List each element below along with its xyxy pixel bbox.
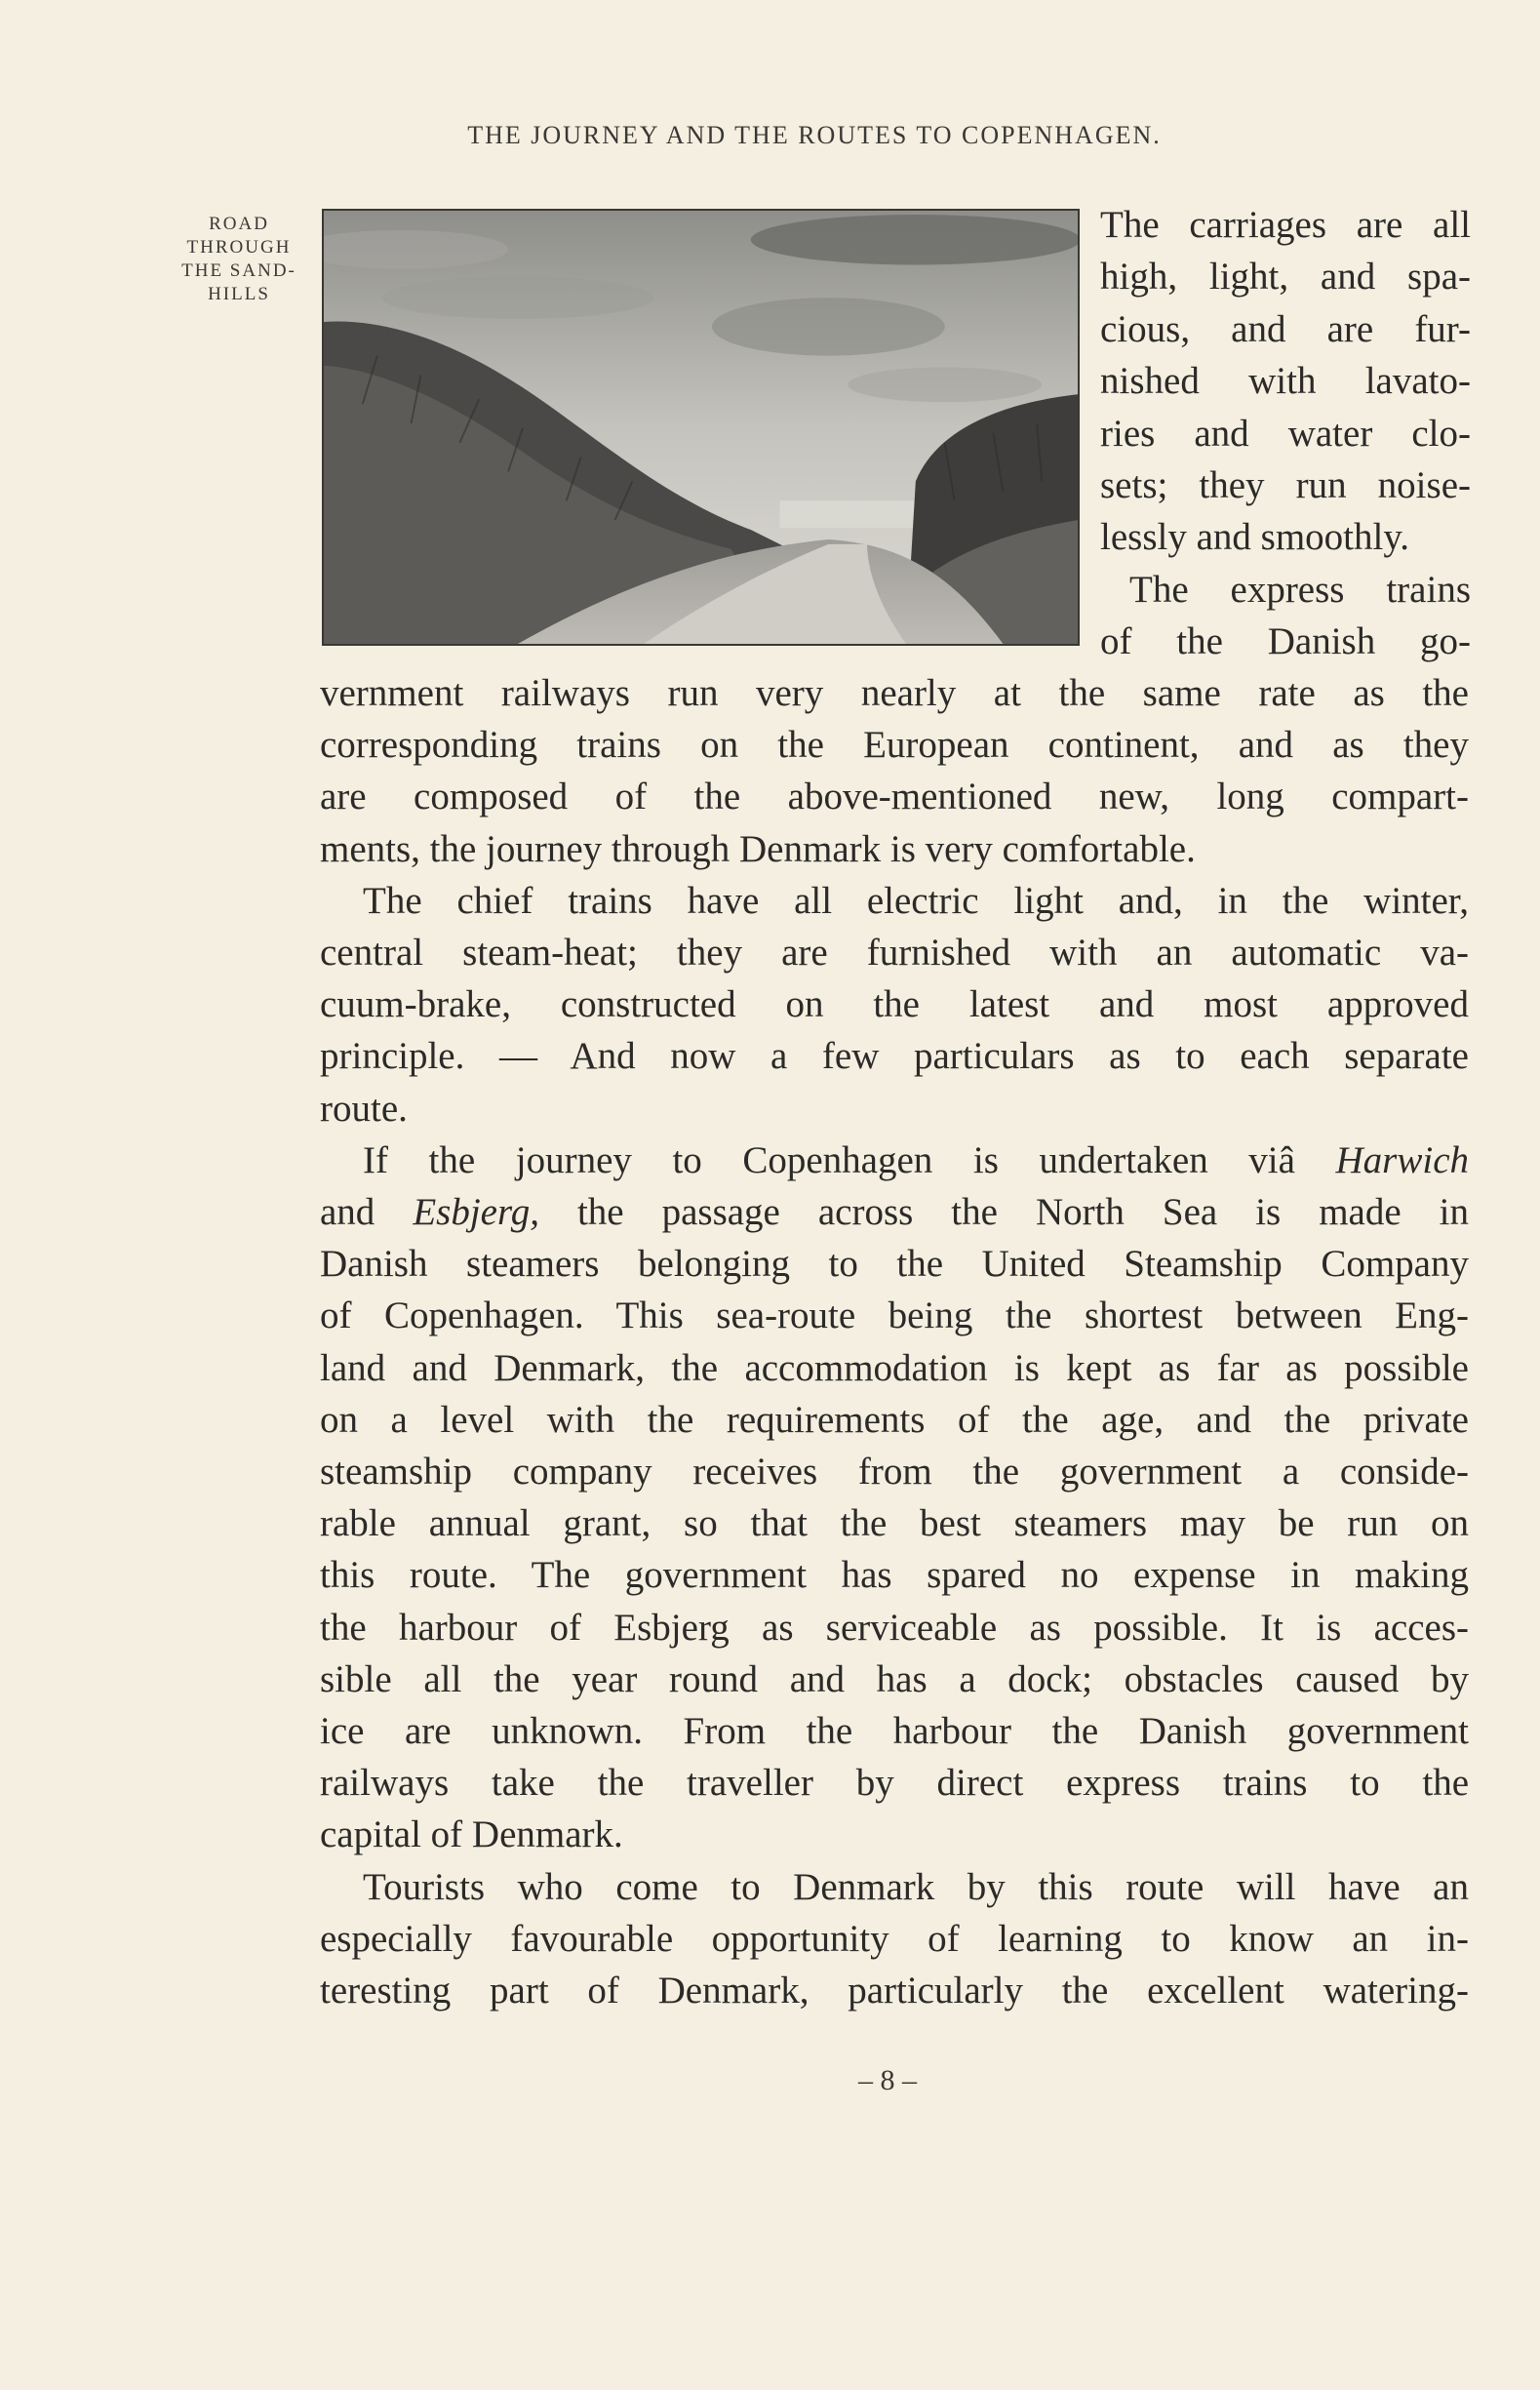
text-line: of Copenhagen. This sea-route being the shortest between Eng-	[320, 1295, 1469, 1337]
text-line: ice are unknown. From the harbour the Danish government	[320, 1710, 1469, 1753]
text-line: central steam-heat; they are furnished with an automatic va-	[320, 932, 1469, 975]
text-line: land and Denmark, the accommodation is kept as far as possible	[320, 1346, 1469, 1389]
text-segment: and	[320, 1191, 414, 1234]
text-line: sets; they run noise-	[1100, 464, 1471, 507]
margin-note-line: THROUGH	[186, 237, 292, 258]
text-line: corresponding trains on the European continent, and as they	[320, 724, 1469, 767]
place-name-esbjerg: Esbjerg,	[413, 1191, 539, 1234]
beside-figure-text	[1100, 199, 1471, 668]
text-line: of the Danish go-	[1100, 620, 1471, 663]
text-line	[320, 1186, 1469, 1238]
text-line: steamship company receives from the government a conside-	[320, 1451, 1469, 1494]
page-number: – 8 –	[858, 2064, 917, 2096]
text-line: principle. — And now a few particulars as to each separate	[320, 1035, 1469, 1078]
text-line: cuum-brake, constructed on the latest and most approved	[320, 983, 1469, 1026]
margin-note-line: ROAD	[209, 214, 269, 234]
text-line: Danish steamers belonging to the United Steamship Company	[320, 1243, 1469, 1286]
text-line: especially favourable opportunity of learning to know an in-	[320, 1917, 1469, 1960]
text-line: The carriages are all	[1100, 204, 1471, 246]
margin-note-line: HILLS	[208, 284, 270, 304]
text-line: the harbour of Esbjerg as serviceable as possible. It is acces-	[320, 1606, 1469, 1649]
running-head: THE JOURNEY AND THE ROUTES TO COPENHAGEN.	[467, 121, 1162, 149]
margin-note-line: THE SAND-	[181, 260, 296, 281]
text-segment: the passage across the North Sea is made in	[538, 1191, 1470, 1234]
text-line: cious, and are fur-	[1100, 307, 1471, 350]
text-line: Tourists who come to Denmark by this route will have an	[363, 1865, 1469, 1908]
text-line: lessly and smoothly.	[1100, 516, 1410, 559]
body-text	[320, 667, 1469, 2016]
text-line: on a level with the requirements of the age, and the private	[320, 1398, 1469, 1441]
place-name-harwich: Harwich	[1335, 1138, 1469, 1181]
dunes-illustration	[322, 209, 1080, 646]
text-line: are composed of the above-mentioned new, long compart-	[320, 776, 1469, 818]
text-line: capital of Denmark.	[320, 1813, 623, 1856]
text-line: The express trains	[1129, 568, 1471, 611]
text-line: railways take the traveller by direct express trains to the	[320, 1762, 1469, 1805]
text-line: nished with lavato-	[1100, 360, 1471, 403]
text-line: sible all the year round and has a dock; obstacles caused by	[320, 1657, 1469, 1700]
text-line: this route. The government has spared no expense in making	[320, 1554, 1469, 1597]
text-line: high, light, and spa-	[1100, 256, 1471, 299]
text-line: route.	[320, 1087, 408, 1130]
text-segment: If the journey to Copenhagen is undertaken viâ	[363, 1138, 1336, 1181]
text-line: vernment railways run very nearly at the same rate as the	[320, 672, 1469, 714]
dunes-picture	[324, 211, 1078, 644]
margin-note	[166, 213, 312, 306]
text-line: ments, the journey through Denmark is very comfortable.	[320, 827, 1196, 870]
text-line: The chief trains have all electric light and, in the winter,	[363, 879, 1469, 922]
text-line: ries and water clo-	[1100, 412, 1471, 455]
text-line: rable annual grant, so that the best steamers may be run on	[320, 1502, 1469, 1545]
text-line: teresting part of Denmark, particularly the excellent watering-	[320, 1970, 1469, 2012]
text-line	[320, 1135, 1469, 1186]
